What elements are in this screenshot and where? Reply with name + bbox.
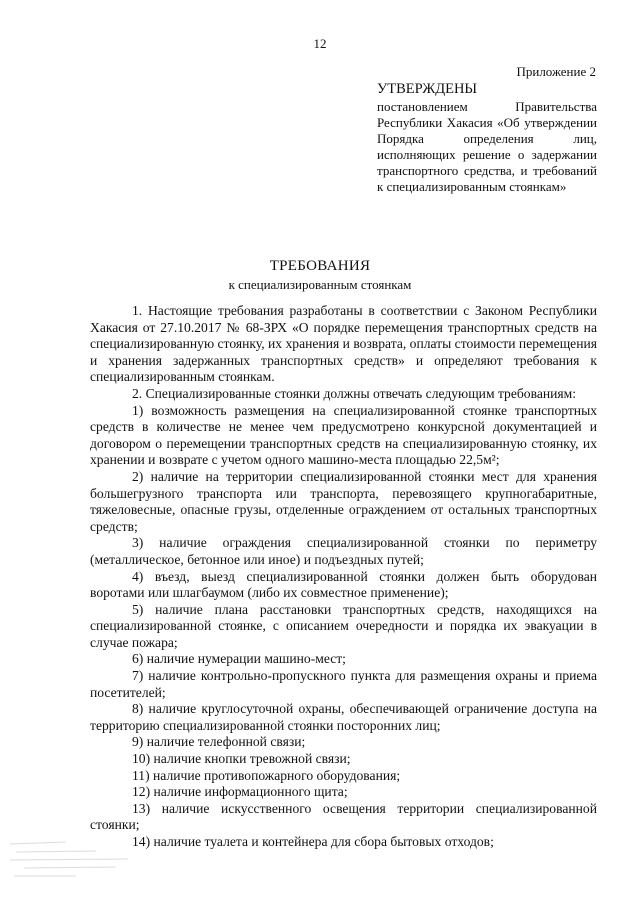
faint-stamp-mark bbox=[6, 836, 134, 882]
approval-text: постановлением Правительства Республики Хакасия «Об утверждении Порядка определения лиц, исполняющих решение о задержании транспортного средства, и требований к специализированным стоянкам» bbox=[377, 99, 597, 194]
list-item: 1) возможность размещения на специализированной стоянке транспортных средств в количестве не менее чем предусмотрено конкурсной документацией и договором о перемещении транспортных средств на специализированную стоянку, их хранении и возврате с учетом одного машино-места площадью 22,5м²; bbox=[90, 402, 597, 468]
list-item: 13) наличие искусственного освещения территории специализированной стоянки; bbox=[90, 800, 597, 833]
list-item: 6) наличие нумерации машино-мест; bbox=[132, 651, 346, 667]
list-item: 10) наличие кнопки тревожной связи; bbox=[132, 751, 351, 767]
page-number: 12 bbox=[313, 36, 327, 51]
list-item: 2) наличие на территории специализированной стоянки мест для хранения большегрузного транспорта или транспорта, перевозящего крупногабаритные, тяжеловесные, опасные грузы, отделенные ограждением от остальных транспортных средств; bbox=[90, 468, 597, 534]
document-subtitle: к специализированным стоянкам bbox=[228, 277, 412, 292]
list-item: 11) наличие противопожарного оборудования; bbox=[132, 767, 401, 783]
list-item: 7) наличие контрольно-пропускного пункта для размещения охраны и приема посетителей; bbox=[90, 668, 597, 700]
document-title: ТРЕБОВАНИЯ bbox=[269, 258, 371, 274]
list-item: 3) наличие ограждения специализированной стоянки по периметру (металлическое, бетонное или иное) и подъездных путей; bbox=[90, 535, 597, 567]
document-body bbox=[90, 303, 597, 851]
list-item: 14) наличие туалета и контейнера для сбора бытовых отходов; bbox=[132, 834, 494, 849]
appendix-label: Приложение 2 bbox=[516, 64, 596, 79]
list-item: 12) наличие информационного щита; bbox=[132, 784, 348, 800]
approval-heading: УТВЕРЖДЕНЫ bbox=[377, 81, 478, 97]
list-item: 8) наличие круглосуточной охраны, обеспечивающей ограничение доступа на территорию специализированной стоянки посторонних лиц; bbox=[90, 701, 597, 733]
paragraph-1: 1. Настоящие требования разработаны в соответствии с Законом Республики Хакасия от 27.10.2017 № 68-ЗРХ «О порядке перемещения транспортных средств на специализированную стоянку, их хранения и возврата, оплаты стоимости перемещения и хранения задержанных транспортных средств» и определяют требования к специализированным стоянкам. bbox=[90, 303, 597, 385]
paragraph-2: 2. Специализированные стоянки должны отвечать следующим требованиям: bbox=[132, 385, 577, 401]
approval-block bbox=[377, 80, 597, 195]
list-item: 4) въезд, выезд специализированной стоянки должен быть оборудован воротами или шлагбаумом (либо их совместное применение); bbox=[90, 568, 597, 601]
list-item: 9) наличие телефонной связи; bbox=[132, 734, 306, 750]
list-item: 5) наличие плана расстановки транспортных средств, находящихся на специализированной стоянке, с описанием очередности и порядка их эвакуации в случае пожара; bbox=[90, 601, 597, 650]
